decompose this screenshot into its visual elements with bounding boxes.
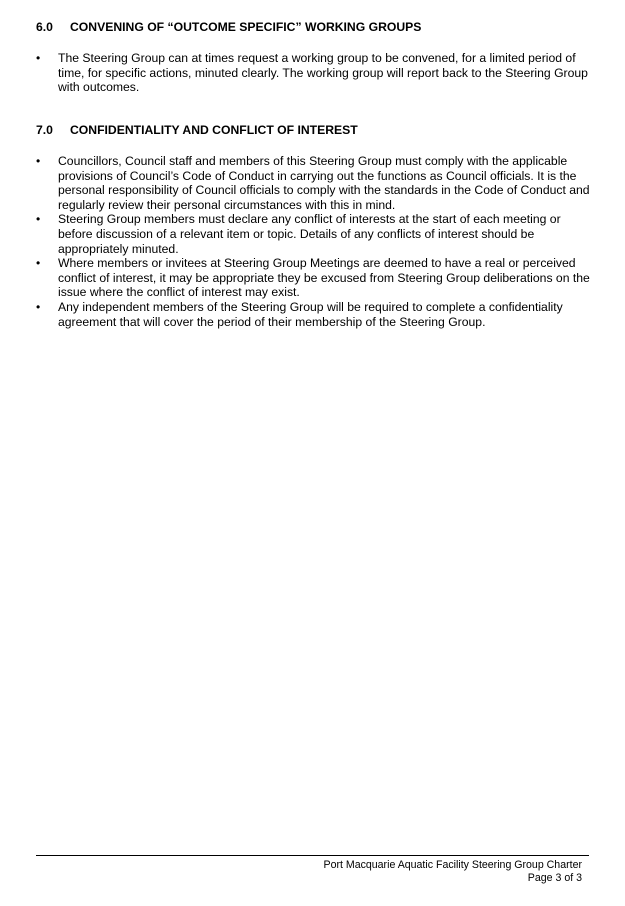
section-number: 7.0 [36, 123, 53, 137]
section-number: 6.0 [36, 20, 53, 34]
footer-divider [36, 855, 589, 856]
list-item [36, 256, 596, 300]
list-item-text: The Steering Group can at times request a working group to be convened, for a limited period of time, for specific actions, minuted clearly. The working group will report back to the Steering Group with outcomes. [58, 51, 588, 95]
list-item [36, 300, 596, 329]
section-title: CONVENING OF “OUTCOME SPECIFIC” WORKING GROUPS [70, 20, 422, 34]
bullet-list [36, 51, 596, 95]
bullet-list [36, 154, 596, 329]
list-item-text: Councillors, Council staff and members of this Steering Group must comply with the applicable provisions of Council’s Code of Conduct in carrying out the functions as Council officials. It is the personal responsibility of Council officials to comply with the standards in the Code of Conduct and regularly review their personal circumstances with this in mind. [58, 154, 590, 212]
list-item-text: Where members or invitees at Steering Group Meetings are deemed to have a real or perceived conflict of interest, it may be appropriate they be excused from Steering Group deliberations on the issue where the conflict of interest may exist. [58, 256, 590, 300]
section-heading [36, 20, 596, 35]
section-title: CONFIDENTIALITY AND CONFLICT OF INTEREST [70, 123, 358, 137]
list-item [36, 154, 596, 212]
bullet-marker: • [36, 51, 41, 65]
bullet-marker: • [36, 212, 41, 227]
section-6 [36, 20, 596, 95]
bullet-marker: • [36, 299, 41, 314]
bullet-marker: • [36, 256, 41, 271]
bullet-marker: • [36, 154, 41, 168]
page-footer [324, 859, 583, 885]
list-item-text: Steering Group members must declare any conflict of interests at the start of each meeting or before discussion of a relevant item or topic. Details of any conflicts of interest should be appropriately minuted. [58, 212, 561, 256]
footer-page-number: Page 3 of 3 [527, 872, 582, 884]
section-heading [36, 123, 596, 138]
list-item-text: Any independent members of the Steering Group will be required to complete a confidentiality agreement that will cover the period of their membership of the Steering Group. [58, 299, 563, 329]
footer-document-title: Port Macquarie Aquatic Facility Steering Group Charter [323, 859, 582, 871]
section-7 [36, 123, 596, 329]
list-item [36, 51, 596, 95]
list-item [36, 212, 596, 256]
